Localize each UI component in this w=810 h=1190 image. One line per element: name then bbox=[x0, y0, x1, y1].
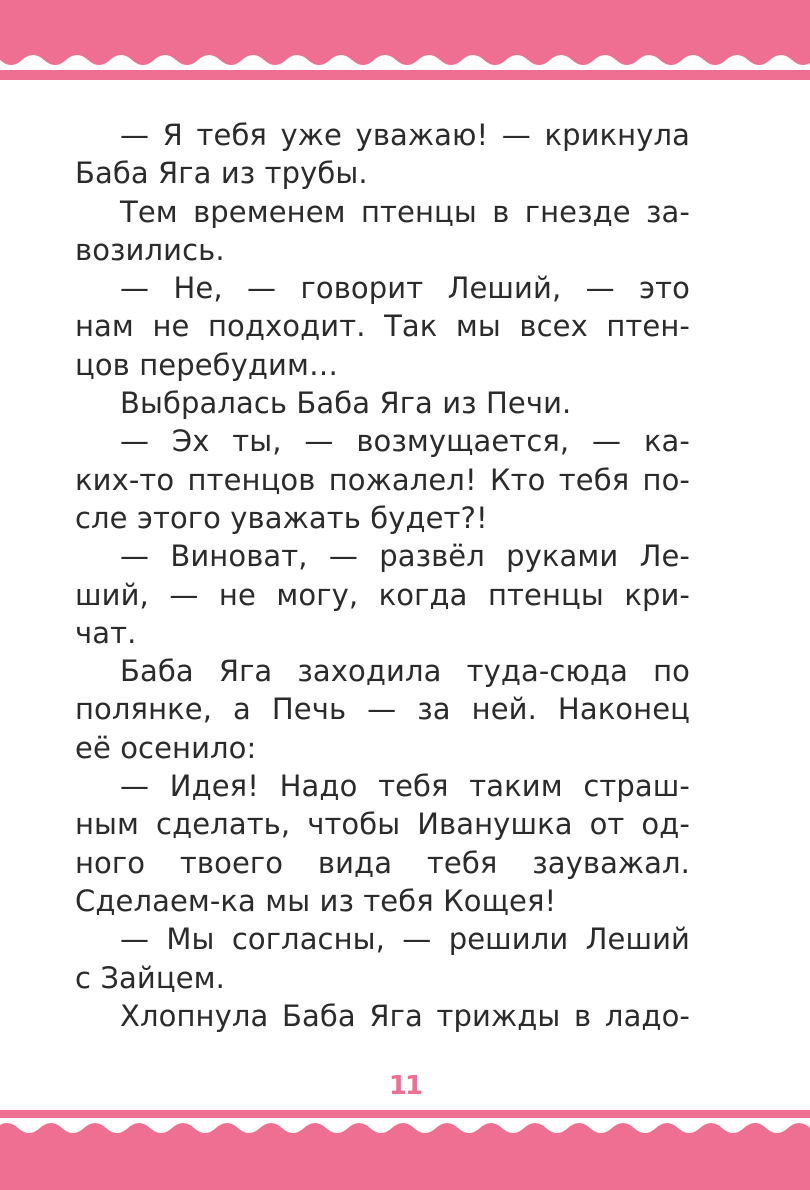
text-line: Баба Яга из трубы. bbox=[75, 156, 368, 191]
page-number: 11 bbox=[388, 1071, 422, 1101]
text-line: Выбралась Баба Яга из Печи. bbox=[120, 386, 572, 421]
text-line: ких-то птенцов пожалел! Кто тебя по- bbox=[75, 462, 690, 497]
text-line: полянке, а Печь — за ней. Наконец bbox=[75, 692, 690, 727]
top-wave-border bbox=[0, 52, 810, 70]
text-line: чат. bbox=[75, 615, 137, 650]
text-line: Сделаем-ка мы из тебя Кощея! bbox=[75, 883, 557, 918]
text-line: ного твоего вида тебя зауважал. bbox=[75, 845, 690, 880]
text-line: ший, — не могу, когда птенцы кри- bbox=[75, 577, 690, 612]
text-line: Баба Яга заходила туда-сюда по bbox=[120, 654, 690, 689]
text-line: ным сделать, чтобы Иванушка от од- bbox=[75, 807, 690, 842]
text-line: Тем временем птенцы в гнезде за- bbox=[120, 194, 690, 229]
text-line: — Я тебя уже уважаю! — крикнула bbox=[120, 118, 690, 152]
text-line: цов перебудим… bbox=[75, 347, 339, 382]
bottom-wave-border bbox=[0, 1118, 810, 1136]
text-line: возились. bbox=[75, 232, 225, 267]
text-line: — Виноват, — развёл руками Ле- bbox=[120, 539, 690, 574]
text-line: нам не подходит. Так мы всех птен- bbox=[75, 309, 690, 344]
text-line: сле этого уважать будет?! bbox=[75, 500, 488, 535]
story-text-block bbox=[75, 116, 690, 1035]
text-line: с Зайцем. bbox=[75, 960, 225, 995]
text-line: — Не, — говорит Леший, — это bbox=[120, 271, 690, 306]
text-line: Хлопнула Баба Яга трижды в ладо- bbox=[120, 998, 690, 1033]
text-line: — Мы согласны, — решили Леший bbox=[120, 922, 690, 957]
text-line: её осенило: bbox=[75, 730, 257, 765]
text-line: — Идея! Надо тебя таким страш- bbox=[120, 769, 690, 804]
text-line: — Эх ты, — возмущается, — ка- bbox=[120, 424, 690, 459]
